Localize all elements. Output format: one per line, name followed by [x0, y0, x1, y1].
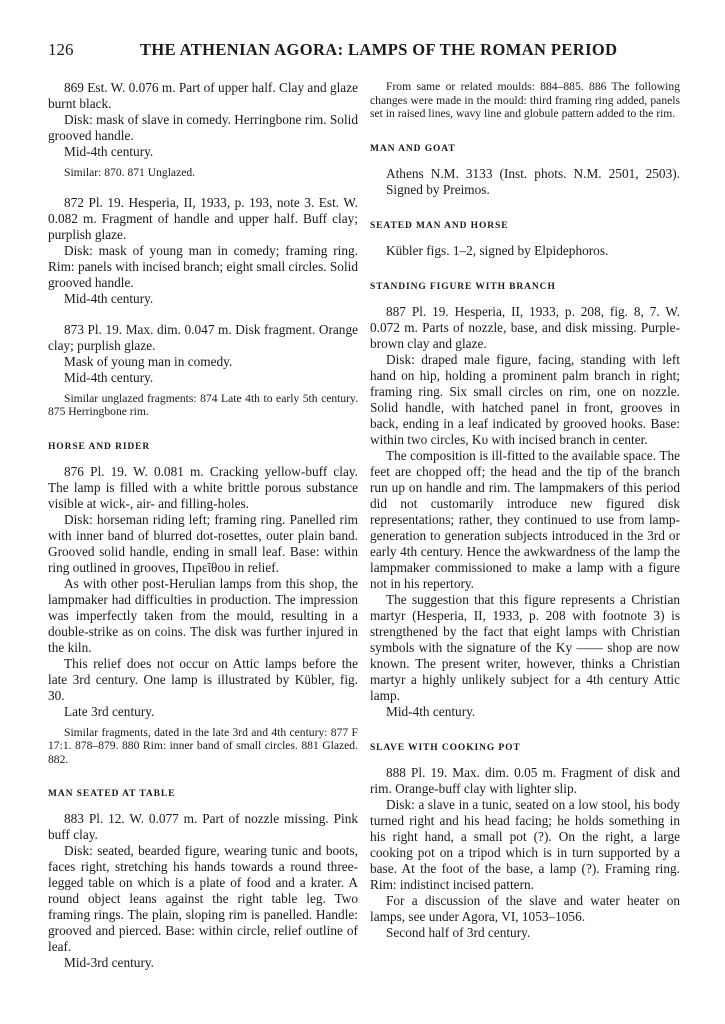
- entry-869-similar: Similar: 870. 871 Unglazed.: [64, 166, 196, 179]
- entry-869: [48, 80, 358, 180]
- seated-man-and-horse-text: Kübler figs. 1–2, signed by Elpidephoros.: [386, 242, 609, 258]
- entry-887: [370, 304, 680, 720]
- entry-872-desc: 872 Pl. 19. Hesperia, II, 1933, p. 193, note 3. Est. W. 0.082 m. Fragment of handle and upper half. Buff clay; purplish glaze.: [48, 194, 358, 242]
- entry-887-comment: The composition is ill-fitted to the available space. The feet are chopped off; the head and the tip of the branch run up on handle and rim. The lampmakers of this period did not customarily introduce new figured disk representations; rather, they continued to use from lamp-generation to generation subjects introduced in the 3rd or early 4th century. Hence the awkwardness of the lamp the lampmaker commissioned to make a lamp with a figure not in his repertory.: [370, 447, 680, 591]
- entry-887-martyr: The suggestion that this figure represents a Christian martyr (Hesperia, II, 1933, p. 208 with footnote 3) is strengthened by the fact that eight lamps with Christian symbols with the signature of the Ky —— shop are now known. The present writer, however, thinks a Christian martyr a highly unlikely subject for a 4th century Attic lamp.: [370, 591, 680, 703]
- entry-873: [48, 322, 358, 419]
- entry-883-desc: 883 Pl. 12. W. 0.077 m. Part of nozzle missing. Pink buff clay.: [48, 811, 358, 842]
- entry-883-date: Mid-3rd century.: [64, 955, 154, 970]
- entry-876: [48, 464, 358, 767]
- section-heading-man-seated-at-table: MAN SEATED AT TABLE: [48, 789, 176, 799]
- entry-873-similar: Similar unglazed fragments: 874 Late 4th to early 5th century. 875 Herringbone rim.: [48, 391, 358, 418]
- entry-873-date: Mid-4th century.: [64, 369, 154, 385]
- entry-872-date: Mid-4th century.: [64, 290, 154, 306]
- entry-869-disk: Disk: mask of slave in comedy. Herringbone rim. Solid grooved handle.: [48, 112, 358, 143]
- right-column: [370, 80, 680, 941]
- section-heading-seated-man-and-horse: SEATED MAN AND HORSE: [370, 220, 509, 231]
- section-heading-slave-with-cooking-pot: SLAVE WITH COOKING POT: [370, 742, 521, 753]
- running-head: THE ATHENIAN AGORA: LAMPS OF THE ROMAN PERIOD: [140, 40, 618, 59]
- entry-888: [370, 765, 680, 941]
- moulds-note: From same or related moulds: 884–885. 886 The following changes were made in the mould: third framing ring added, panels set in raised lines, wavy line and globule pattern added to the rim.: [370, 80, 680, 120]
- entry-876-disk: Disk: horseman riding left; framing ring. Panelled rim with inner band of blurred dot-rosettes, outer plain band. Grooved solid handle, ending in small leaf. Base: within ring outlined in grooves, Πιρεῖθου in relief.: [48, 511, 358, 575]
- left-column: [48, 80, 358, 971]
- entry-883: [48, 811, 358, 971]
- entry-872: [48, 195, 358, 307]
- entry-887-disk: Disk: draped male figure, facing, standing with left hand on hip, holding a prominent palm branch in right; framing ring. Six small circles on rim, one on nozzle. Solid handle, with hatched panel in front, grooves in back, ending in a leaf indicated by grooved hooks. Base: within two circles, Kυ with incised branch in center.: [370, 351, 680, 447]
- section-heading-man-and-goat: MAN AND GOAT: [370, 143, 456, 154]
- entry-876-comment: As with other post-Herulian lamps from this shop, the lampmaker had difficulties in production. The impression was imperfectly taken from the mould, resulting in a double-strike as on coins. The disk was further injured in the kiln.: [48, 575, 358, 655]
- entry-888-desc: 888 Pl. 19. Max. dim. 0.05 m. Fragment of disk and rim. Orange-buff clay with lighter slip.: [370, 764, 680, 796]
- entry-887-desc: 887 Pl. 19. Hesperia, II, 1933, p. 208, fig. 8, 7. W. 0.072 m. Parts of nozzle, base, and disk missing. Purple-brown clay and glaze.: [370, 303, 680, 351]
- entry-869-date: Mid-4th century.: [64, 144, 154, 159]
- entry-876-similar: Similar fragments, dated in the late 3rd and 4th century: 877 F 17:1. 878–879. 880 Rim: inner band of small circles. 881 Glazed. 882.: [48, 725, 358, 766]
- entry-873-disk: Mask of young man in comedy.: [64, 353, 233, 369]
- page-number: 126: [48, 40, 74, 59]
- entry-888-date: Second half of 3rd century.: [386, 924, 531, 940]
- entry-888-discussion: For a discussion of the slave and water heater on lamps, see under Agora, VI, 1053–1056.: [370, 892, 680, 924]
- page-header: [48, 40, 677, 64]
- entry-876-parallel: This relief does not occur on Attic lamps before the late 3rd century. One lamp is illustrated by Kübler, fig. 30.: [48, 655, 358, 703]
- entry-869-desc: 869 Est. W. 0.076 m. Part of upper half. Clay and glaze burnt black.: [48, 80, 358, 111]
- section-heading-standing-figure-with-branch: STANDING FIGURE WITH BRANCH: [370, 281, 556, 292]
- section-heading-horse-and-rider: HORSE AND RIDER: [48, 441, 151, 452]
- entry-876-date: Late 3rd century.: [64, 703, 155, 719]
- entry-883-disk: Disk: seated, bearded figure, wearing tunic and boots, faces right, stretching his hands towards a round three-legged table on which is a plate of food and a krater. A round object leans against the right table leg. Two framing rings. The plain, sloping rim is panelled. Handle: grooved and pierced. Base: within circle, relief outline of leaf.: [48, 843, 358, 954]
- entry-888-disk: Disk: a slave in a tunic, seated on a low stool, his body turned right and his head facing; he holds something in his right hand, a small pot (?). On the right, a large cooking pot on a tripod which is in turn supported by a base. At the foot of the base, a lamp (?). Framing ring. Rim: indistinct incised pattern.: [370, 796, 680, 892]
- man-and-goat-text: Athens N.M. 3133 (Inst. phots. N.M. 2501, 2503). Signed by Preimos.: [386, 165, 680, 197]
- entry-873-desc: 873 Pl. 19. Max. dim. 0.047 m. Disk fragment. Orange clay; purplish glaze.: [48, 321, 358, 353]
- entry-887-date: Mid-4th century.: [386, 703, 476, 719]
- entry-876-desc: 876 Pl. 19. W. 0.081 m. Cracking yellow-buff clay. The lamp is filled with a white brittle porous substance visible at wick-, air- and filling-holes.: [48, 463, 358, 511]
- entry-872-disk: Disk: mask of young man in comedy; framing ring. Rim: panels with incised branch; eight small circles. Solid grooved handle.: [48, 242, 358, 290]
